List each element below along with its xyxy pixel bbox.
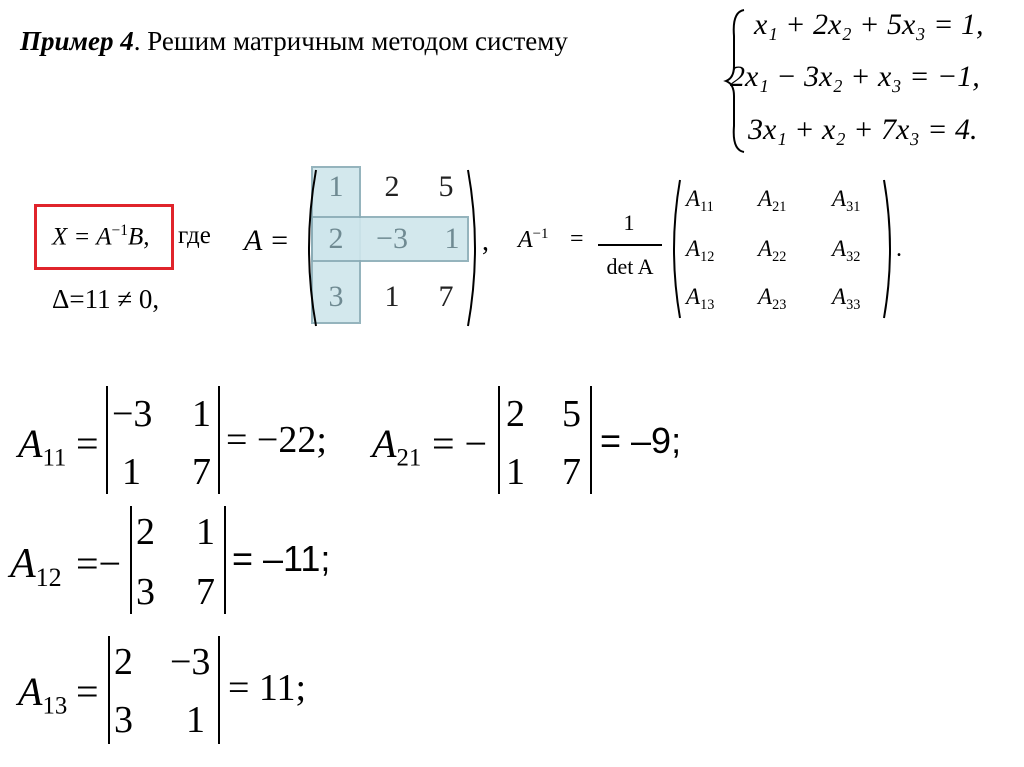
matrix-a-cell: 5	[438, 170, 454, 203]
minor-a12-equals: =−	[76, 541, 122, 586]
minor-a11-name: $A_{11}$	[18, 421, 67, 472]
minor-a21-right-bar	[590, 386, 592, 494]
minor-a12-result: = –11;	[232, 538, 331, 579]
matrix-a-cell: 1	[444, 222, 460, 255]
determinant-cell: 7	[196, 571, 215, 613]
determinant-cell: 1	[192, 393, 211, 435]
minor-a13-left-bar	[108, 636, 110, 744]
minor-a11-equals: =	[76, 421, 99, 466]
fraction-bar	[598, 244, 662, 246]
system-eq-3: 3x₁ + x₂ + 7x₃ = 4.	[748, 113, 978, 146]
minor-a13-right-bar	[218, 636, 220, 744]
determinant-cell: 2	[136, 511, 155, 553]
matrix-a-cell: 7	[438, 280, 454, 313]
minor-a12-left-bar	[130, 506, 132, 614]
determinant-cell: 5	[562, 393, 581, 435]
delta-value: Δ=11 ≠ 0,	[52, 284, 160, 314]
minor-a21-equals: = −	[432, 421, 488, 466]
example-label: Пример 4	[20, 26, 134, 56]
adjugate-cell: $A_{33}$	[832, 284, 861, 313]
minor-a13-equals: =	[76, 669, 99, 714]
fraction-numerator: 1	[623, 210, 635, 235]
where-word: где	[178, 222, 211, 249]
minor-a21-left-bar	[498, 386, 500, 494]
minor-a21-result: = –9;	[600, 420, 682, 461]
adjugate-cell: $A_{32}$	[832, 236, 861, 265]
inverse-lhs-sup: −1	[532, 226, 549, 242]
determinant-cell: 2	[506, 393, 525, 435]
adjugate-cell: $A_{22}$	[758, 236, 787, 265]
adjugate-cell: $A_{11}$	[686, 186, 714, 215]
minor-a11-left-bar	[106, 386, 108, 494]
determinant-cell: 2	[114, 641, 133, 683]
minor-a11-right-bar	[218, 386, 220, 494]
adjugate-cell: $A_{31}$	[832, 186, 861, 215]
determinant-cell: 3	[114, 699, 133, 741]
adjugate-cell: $A_{13}$	[686, 284, 715, 313]
inverse-lhs	[518, 226, 549, 254]
minor-a11-result: = −22;	[226, 419, 327, 461]
determinant-cell: −3	[170, 641, 211, 683]
adjugate-period: .	[896, 236, 902, 262]
determinant-cell: 1	[186, 699, 205, 741]
determinant-cell: 1	[122, 451, 141, 493]
page-title	[20, 26, 568, 57]
inverse-lhs-a: A	[518, 226, 533, 253]
adjugate-cell: $A_{23}$	[758, 284, 787, 313]
formula-lhs: X = A	[52, 223, 112, 251]
minor-a13-name: $A_{13}$	[18, 669, 68, 720]
determinant-cell: 3	[136, 571, 155, 613]
matrix-a-cell: 2	[384, 170, 400, 203]
matrix-a-label: A =	[244, 224, 290, 257]
adjugate-cell: $A_{12}$	[686, 236, 715, 265]
title-text: . Решим матричным методом систему	[133, 26, 568, 56]
determinant-cell: 1	[506, 451, 525, 493]
determinant-cell: −3	[112, 393, 153, 435]
matrix-a-cell: 1	[384, 280, 400, 313]
minor-a12-right-bar	[224, 506, 226, 614]
minor-a12-name: $A_{12}$	[10, 541, 62, 593]
determinant-cell: 7	[192, 451, 211, 493]
formula-rhs: B,	[127, 223, 150, 251]
minor-a13-result: = 11;	[228, 667, 307, 709]
adjugate-cell: $A_{21}$	[758, 186, 787, 215]
minor-a21-name: $A_{21}$	[372, 421, 422, 472]
matrix-a-cell: −3	[376, 222, 408, 255]
solution-formula	[52, 222, 150, 251]
matrix-a-cell: 2	[328, 222, 344, 255]
matrix-a-cell: 3	[328, 280, 344, 313]
formula-sup: −1	[111, 222, 128, 239]
inverse-equals: =	[570, 226, 584, 252]
adjugate-left-paren	[666, 178, 684, 320]
matrix-a-comma: ,	[482, 226, 489, 257]
system-eq-1: x₁ + 2x₂ + 5x₃ = 1,	[754, 8, 984, 41]
determinant-cell: 7	[562, 451, 581, 493]
fraction-denominator: det A	[606, 254, 654, 279]
determinant-cell: 1	[196, 511, 215, 553]
matrix-a-cell: 1	[328, 170, 344, 203]
system-eq-2: 2x₁ − 3x₂ + x₃ = −1,	[730, 60, 980, 93]
